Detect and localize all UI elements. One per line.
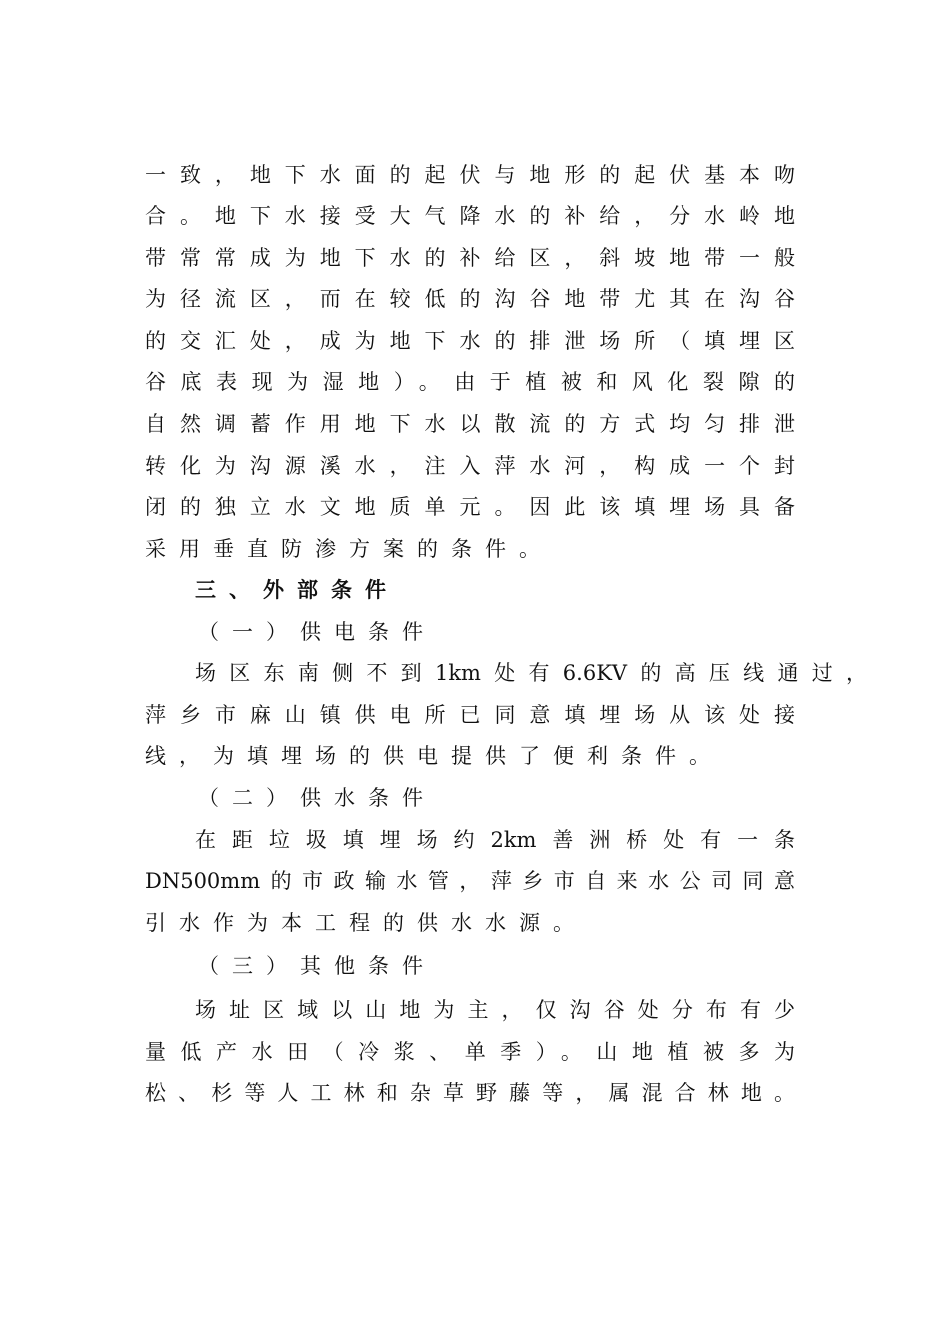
paragraph-line: 谷底表现为湿地）。由于植被和风化裂隙的	[145, 370, 795, 394]
paragraph-line: 在距垃圾填埋场约2km善洲桥处有一条	[195, 828, 795, 852]
subsection-heading: （三）其他条件	[198, 954, 436, 978]
paragraph-line: 转化为沟源溪水，注入萍水河，构成一个封	[145, 454, 795, 478]
paragraph-line: 采用垂直防渗方案的条件。	[145, 537, 553, 561]
paragraph-line: 场址区域以山地为主，仅沟谷处分布有少	[195, 998, 795, 1022]
paragraph-line: 一致，地下水面的起伏与地形的起伏基本吻	[145, 163, 795, 187]
paragraph-line: 的交汇处，成为地下水的排泄场所（填埋区	[145, 329, 795, 353]
paragraph-line: 场区东南侧不到1km处有6.6KV的高压线通过，	[195, 661, 867, 685]
paragraph-line: 萍乡市麻山镇供电所已同意填埋场从该处接	[145, 703, 795, 727]
section-heading: 三、外部条件	[195, 577, 399, 602]
subsection-heading: （一）供电条件	[198, 620, 436, 644]
paragraph-line: 松、杉等人工林和杂草野藤等，属混合林地。	[145, 1081, 795, 1105]
paragraph-line: 线，为填埋场的供电提供了便利条件。	[145, 744, 723, 768]
paragraph-line: 为径流区，而在较低的沟谷地带尤其在沟谷	[145, 287, 795, 311]
paragraph-line: 带常常成为地下水的补给区，斜坡地带一般	[145, 246, 795, 270]
paragraph-line: 自然调蓄作用地下水以散流的方式均匀排泄	[145, 412, 795, 436]
paragraph-line: 闭的独立水文地质单元。因此该填埋场具备	[145, 495, 795, 519]
paragraph-line: DN500mm的市政输水管，萍乡市自来水公司同意	[145, 869, 795, 893]
subsection-heading: （二）供水条件	[198, 786, 436, 810]
paragraph-line: 引水作为本工程的供水水源。	[145, 911, 587, 935]
paragraph-line: 量低产水田（冷浆、单季）。山地植被多为	[145, 1040, 795, 1064]
paragraph-line: 合。地下水接受大气降水的补给，分水岭地	[145, 204, 795, 228]
